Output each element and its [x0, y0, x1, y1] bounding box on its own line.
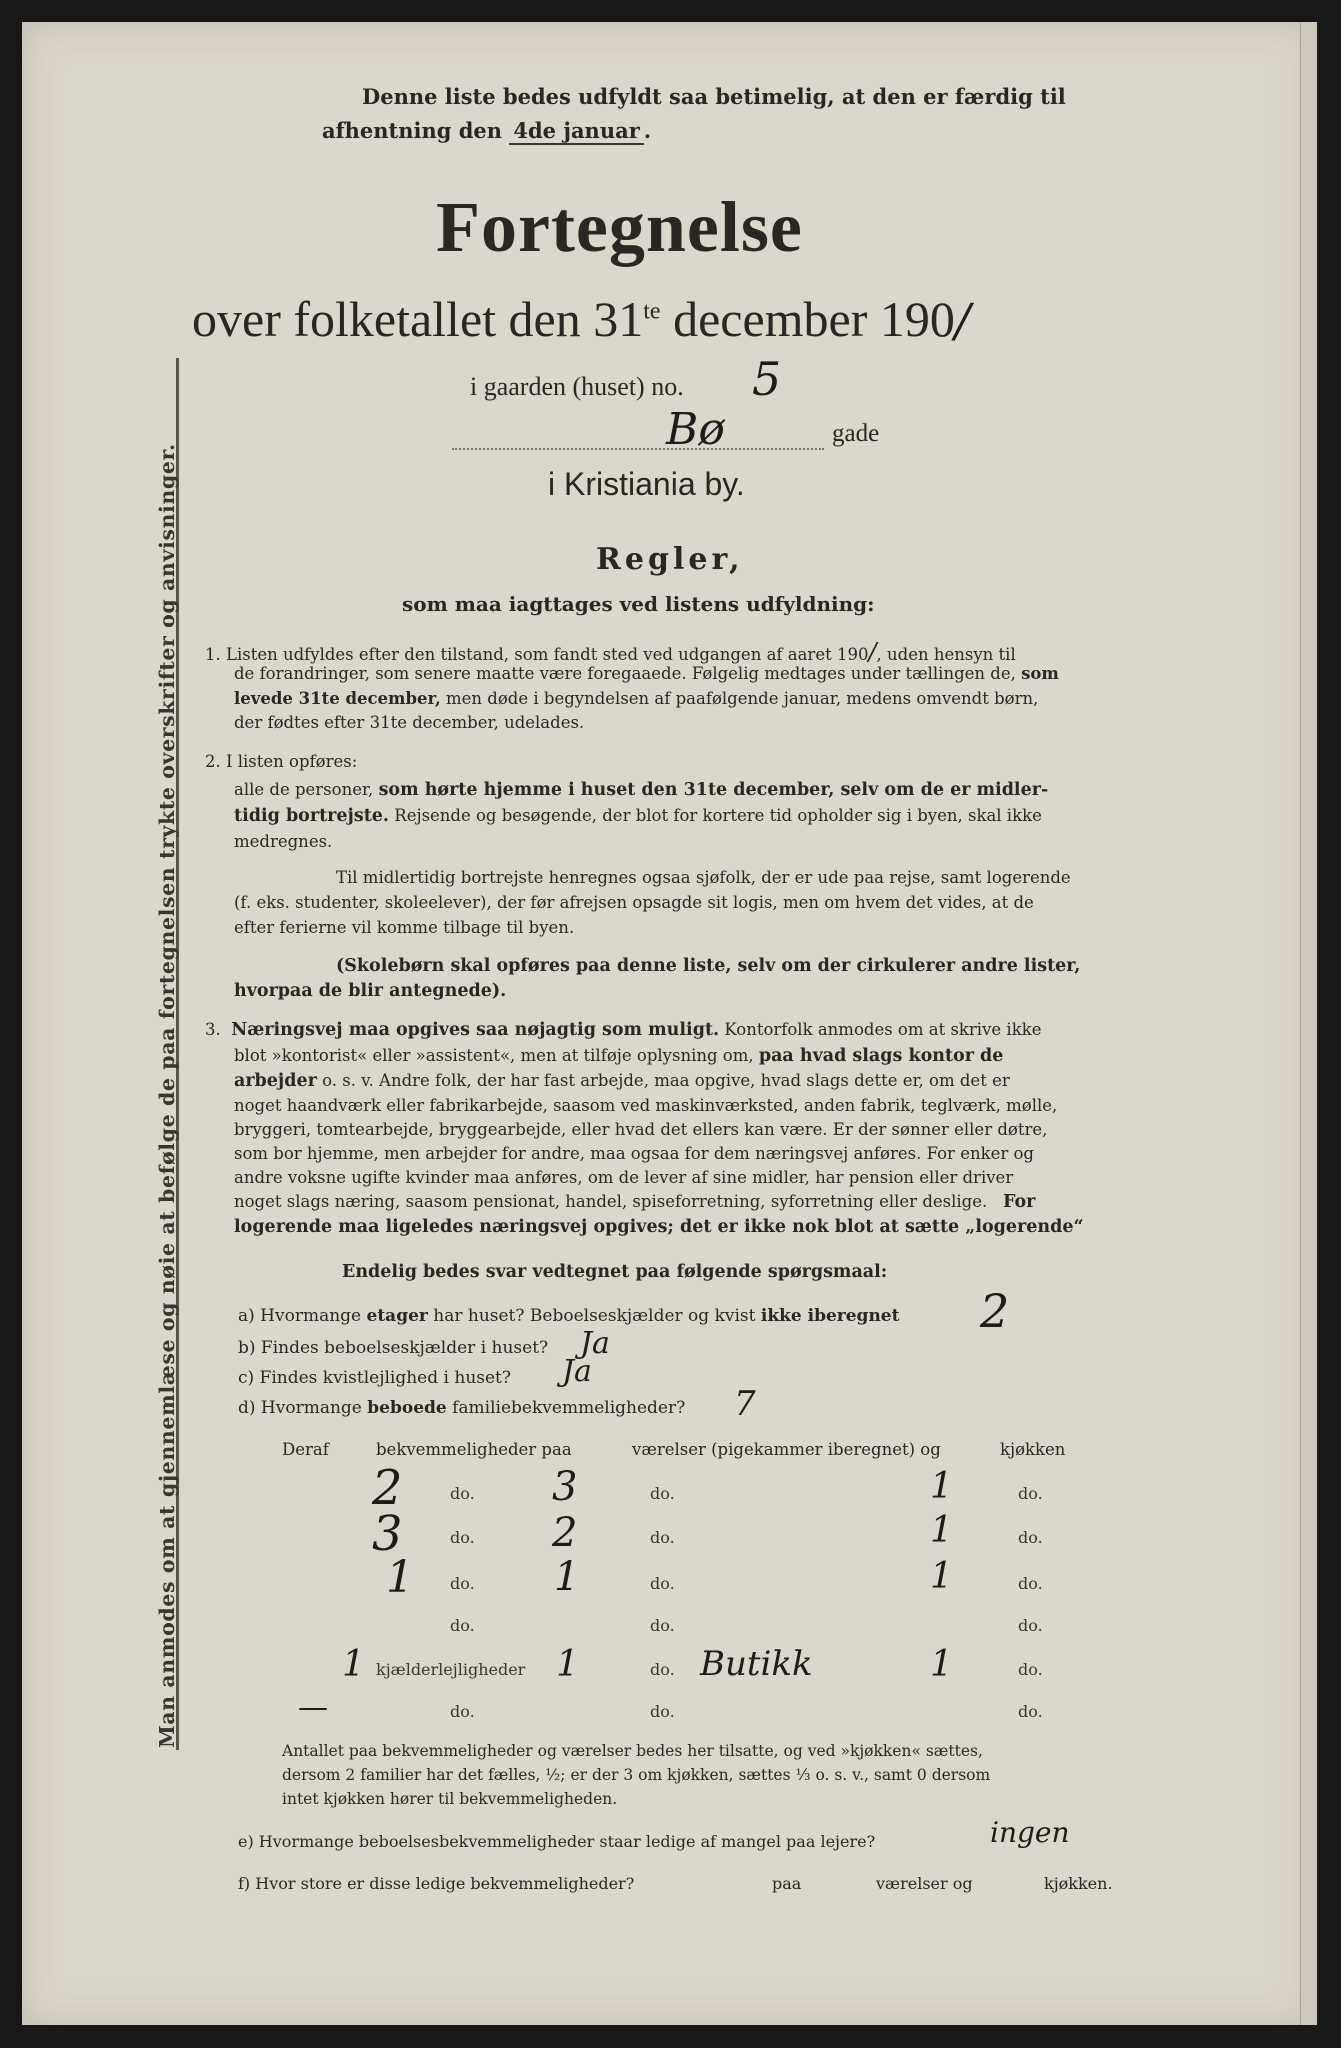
- row1-label: do.: [450, 1484, 475, 1503]
- rule2-line7: efter ferierne vil komme tilbage til byen.: [234, 918, 575, 937]
- house-label: i gaarden (huset) no.: [470, 372, 684, 401]
- title-main: Fortegnelse: [436, 187, 803, 267]
- row3-rooms: 1: [554, 1554, 580, 1600]
- question-b: b) Findes beboelseskjælder i huset?: [238, 1338, 549, 1358]
- rule2-line2-b: som hørte hjemme i huset den 31te december, selv om de er midler-: [378, 780, 1049, 800]
- row2-vlabel: do.: [650, 1528, 675, 1547]
- row6-klabel: do.: [1018, 1702, 1043, 1721]
- row1-kitchen: 1: [930, 1466, 953, 1507]
- row3-label: do.: [450, 1574, 475, 1593]
- rule1-line2-a: de forandringer, som senere maatte være foregaaede. Følgelig medtages under tællingen de,: [234, 664, 1016, 683]
- answer-e: ingen: [990, 1816, 1070, 1849]
- rule3-line8-a: noget slags næring, saasom pensionat, handel, spiseforretning, syforretning eller deslige.: [234, 1192, 988, 1211]
- rule3-line8: [234, 1192, 1035, 1212]
- row3-klabel: do.: [1018, 1574, 1043, 1593]
- row2-count: 3: [372, 1506, 403, 1562]
- page-edge: [1300, 22, 1317, 2025]
- title-sub: [192, 290, 970, 348]
- rule2-line3-b: Rejsende og besøgende, der blot for kortere tid opholder sig i byen, skal ikke: [394, 806, 1042, 825]
- rule1-line3-b: men døde i begyndelsen af paafølgende januar, medens omvendt børn,: [446, 689, 1039, 708]
- question-a-bold2: ikke iberegnet: [760, 1306, 900, 1326]
- house-number: 5: [752, 352, 782, 406]
- questions-intro: Endelig bedes svar vedtegnet paa følgende spørgsmaal:: [342, 1262, 888, 1282]
- row5-count: 1: [342, 1644, 365, 1685]
- rules-heading: Regler,: [596, 542, 744, 577]
- question-f-kjok: kjøkken.: [1044, 1874, 1113, 1893]
- rule2-line8: (Skolebørn skal opføres paa denne liste, selv om der cirkulerer andre lister,: [336, 956, 1081, 976]
- row3-vlabel: do.: [650, 1574, 675, 1593]
- rule3-line3-a: arbejder: [234, 1071, 317, 1091]
- header-line-2-suffix: .: [643, 118, 652, 143]
- street-name: Bø: [666, 404, 725, 455]
- answer-d: 7: [734, 1384, 756, 1424]
- row5-label: kjælderlejligheder: [376, 1660, 526, 1679]
- rule3-line2: [234, 1046, 1003, 1066]
- rule2-line2: [234, 780, 1048, 800]
- rule3-line3: [234, 1071, 1010, 1091]
- question-a-mid: har huset? Beboelseskjælder og kvist: [433, 1306, 756, 1326]
- note-line1: Antallet paa bekvemmeligheder og værelser bedes her tilsatte, og ved »kjøkken« sættes,: [282, 1742, 983, 1760]
- rule1-line1: [205, 638, 1016, 666]
- row5-klabel: do.: [1018, 1660, 1043, 1679]
- title-sub-suffix: december 190: [673, 291, 955, 347]
- row3-kitchen: 1: [930, 1556, 953, 1597]
- question-c: c) Findes kvistlejlighed i huset?: [238, 1368, 511, 1388]
- rule3-num: 3.: [205, 1020, 221, 1039]
- title-sub-prefix: over folketallet den 31: [192, 291, 644, 347]
- question-a: [238, 1306, 899, 1326]
- rule3-line3-b: o. s. v. Andre folk, der har fast arbejde, maa opgive, hvad slags dette er, om det er: [322, 1071, 1010, 1090]
- table-head-kjok: kjøkken: [1000, 1440, 1066, 1459]
- row5-extra: Butikk: [700, 1644, 813, 1684]
- row2-label: do.: [450, 1528, 475, 1547]
- table-head-vaer: værelser (pigekammer iberegnet) og: [632, 1440, 941, 1459]
- question-d: [238, 1398, 685, 1418]
- rule3-line9: logerende maa ligeledes næringsvej opgives; det er ikke nok blot at sætte „logerende“: [234, 1217, 1084, 1237]
- question-d-post: familiebekvemmeligheder?: [452, 1398, 686, 1418]
- city: i Kristiania by.: [548, 466, 745, 502]
- row4-label: do.: [450, 1616, 475, 1635]
- rule2-line6: (f. eks. studenter, skoleelever), der før afrejsen opsagde sit logis, men om hvem det vides, at de: [234, 893, 1034, 912]
- row2-kitchen: 1: [930, 1510, 953, 1551]
- rule3-line5: bryggeri, tomtearbejde, bryggearbejde, eller hvad det ellers kan være. Er der sønner eller døtre,: [234, 1120, 1048, 1139]
- question-f: f) Hvor store er disse ledige bekvemmeligheder?: [238, 1874, 635, 1893]
- rule3-line1-b: Kontorfolk anmodes om at skrive ikke: [724, 1020, 1042, 1039]
- rule3-line2-a: blot »kontorist« eller »assistent«, men at tilføje oplysning om,: [234, 1046, 754, 1065]
- header-line-2: [322, 118, 651, 143]
- row2-rooms: 2: [552, 1510, 578, 1556]
- row3-count: 1: [386, 1552, 414, 1603]
- row5-vlabel: do.: [650, 1660, 675, 1679]
- row6-vlabel: do.: [650, 1702, 675, 1721]
- rule3-line8-b: For: [1003, 1192, 1036, 1212]
- street-suffix: gade: [832, 420, 880, 447]
- rule3-line7: andre voksne ugifte kvinder maa anføres, om de lever af sine midler, har pension eller driver: [234, 1168, 1014, 1187]
- header-date: 4de januar: [509, 118, 643, 145]
- row2-klabel: do.: [1018, 1528, 1043, 1547]
- answer-b: Ja: [580, 1326, 610, 1361]
- question-a-bold1: etager: [366, 1306, 428, 1326]
- question-f-vaer: værelser og: [876, 1874, 973, 1893]
- row6-label: do.: [450, 1702, 475, 1721]
- question-e: e) Hvormange beboelsesbekvemmeligheder staar ledige af mangel paa lejere?: [238, 1832, 876, 1851]
- rule3-line2-b: paa hvad slags kontor de: [758, 1046, 1004, 1066]
- rule1-line4: der fødtes efter 31te december, udelades.: [234, 713, 585, 732]
- row1-rooms: 3: [552, 1464, 578, 1510]
- rule1-line1-b: , uden hensyn til: [876, 645, 1016, 664]
- rule2-line2-a: alle de personer,: [234, 780, 374, 799]
- rule2-line5: Til midlertidig bortrejste henregnes ogsaa sjøfolk, der er ude paa rejse, samt logerende: [336, 868, 1071, 887]
- rule3-bold1: Næringsvej maa opgives saa nøjagtig som muligt.: [231, 1020, 720, 1040]
- rule2-line3-a: tidig bortrejste.: [234, 806, 390, 826]
- header-line-1: Denne liste bedes udfyldt saa betimelig, at den er færdig til: [362, 84, 1066, 109]
- rule3-line4: noget haandværk eller fabrikarbejde, saasom ved maskinværksted, anden fabrik, teglværk, mølle,: [234, 1096, 1058, 1115]
- question-d-bold: beboede: [367, 1398, 447, 1418]
- rule1-line2-b: som: [1021, 664, 1059, 683]
- header-line-2-prefix: afhentning den: [322, 118, 503, 143]
- rule2-line9: hvorpaa de blir antegnede).: [234, 981, 507, 1001]
- question-f-paa: paa: [772, 1874, 802, 1893]
- rules-subheading: som maa iagttages ved listens udfyldning:: [402, 592, 875, 616]
- rule2-line4: medregnes.: [234, 832, 333, 851]
- title-sub-sup: te: [643, 298, 661, 325]
- side-note: Man anmodes om at gjennemlæse og nøie at befølge de paa fortegnelsen trykte overskrifter og anvisninger.: [155, 443, 179, 1748]
- rule1-line2: [234, 664, 1059, 683]
- row1-vlabel: do.: [650, 1484, 675, 1503]
- title-year-handwritten: /: [954, 293, 971, 347]
- row6-count: —: [298, 1690, 328, 1725]
- answer-a: 2: [980, 1284, 1010, 1338]
- rule1-line3-a: levede 31te december,: [234, 689, 441, 708]
- row5-rooms: 1: [556, 1644, 579, 1685]
- rule2-line3: [234, 806, 1042, 826]
- rule1-line1-a: 1. Listen udfyldes efter den tilstand, som fandt sted ved udgangen af aaret 190: [205, 645, 869, 664]
- question-a-pre: a) Hvormange: [238, 1306, 362, 1326]
- row5-kitchen: 1: [930, 1644, 953, 1685]
- street-dotted-line: [452, 448, 824, 450]
- answer-c: Ja: [562, 1354, 592, 1389]
- question-d-pre: d) Hvormange: [238, 1398, 362, 1418]
- note-line3: intet kjøkken hører til bekvemmeligheden.: [282, 1790, 618, 1808]
- rule2-line1: 2. I listen opføres:: [205, 752, 358, 771]
- row4-vlabel: do.: [650, 1616, 675, 1635]
- note-line2: dersom 2 familier har det fælles, ½; er der 3 om kjøkken, sættes ⅓ o. s. v., samt 0 dersom: [282, 1766, 991, 1784]
- rule1-line3: [234, 689, 1038, 708]
- rule3-line1: [205, 1020, 1041, 1040]
- rule3-line6: som bor hjemme, men arbejder for andre, maa ogsaa for dem næringsvej anføres. For enker og: [234, 1144, 1034, 1163]
- table-head-deraf: Deraf: [282, 1440, 329, 1459]
- table-head-bekv: bekvemmeligheder paa: [376, 1440, 572, 1459]
- rule1-year-hand: /: [868, 638, 877, 666]
- row1-klabel: do.: [1018, 1484, 1043, 1503]
- row1-count: 2: [372, 1460, 403, 1516]
- row4-klabel: do.: [1018, 1616, 1043, 1635]
